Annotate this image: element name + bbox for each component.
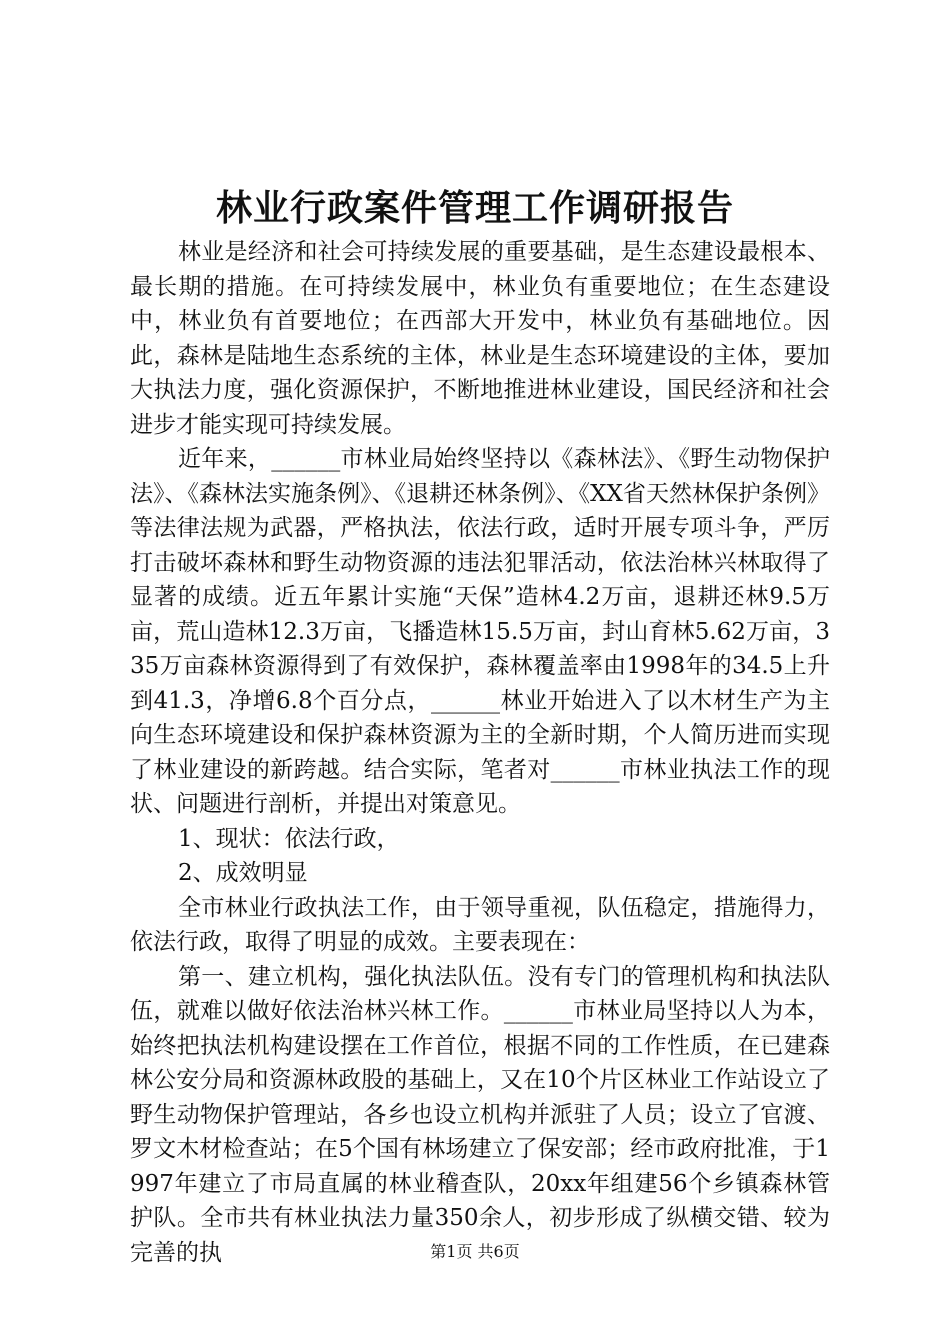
paragraph-first-point: 第一、建立机构，强化执法队伍。没有专门的管理机构和执法队伍，就难以做好依法治林兴林工作。______市林业局坚持以人为本，始终把执法机构建设摆在工作首位，根据不同的工作性质，在已建森林公安分局和资源林政股的基础上，又在10个片区林业工作站设立了野生动物保护管理站，各乡也设立机构并派驻了人员；设立了官渡、罗文木材检查站；在5个国有林场建立了保安部；经市政府批准，于1997年建立了市局直属的林业稽查队，20xx年组建56个乡镇森林管护队。全市共有林业执法力量350余人，初步形成了纵横交错、较为完善的执 <box>130 963 830 1266</box>
paragraph-intro: 林业是经济和社会可持续发展的重要基础，是生态建设最根本、最长期的措施。在可持续发展中，林业负有重要地位；在生态建设中，林业负有首要地位；在西部大开发中，林业负有基础地位。因此，森林是陆地生态系统的主体，林业是生态环境建设的主体，要加大执法力度，强化资源保护，不断地推进林业建设，国民经济和社会进步才能实现可持续发展。 <box>130 239 830 438</box>
document-title: 林业行政案件管理工作调研报告 <box>215 187 734 229</box>
paragraph-results-summary: 全市林业行政执法工作，由于领导重视，队伍稳定，措施得力，依法行政，取得了明显的成效。主要表现在： <box>130 894 830 955</box>
page-number-footer: 第1页 共6页 <box>430 1242 520 1261</box>
paragraph-recent-years: 近年来，______市林业局始终坚持以《森林法》、《野生动物保护法》、《森林法实施条例》、《退耕还林条例》、《XX省天然林保护条例》等法律法规为武器，严格执法，依法行政，适时开展专项斗争，严厉打击破坏森林和野生动物资源的违法犯罪活动，依法治林兴林取得了显著的成绩。近五年累计实施“天保”造林4.2万亩，退耕还林9.5万亩，荒山造林12.3万亩，飞播造林15.5万亩，封山育林5.62万亩，335万亩森林资源得到了有效保护，森林覆盖率由1998年的34.5上升到41.3，净增6.8个百分点，______林业开始进入了以木材生产为主向生态环境建设和保护森林资源为主的全新时期，个人简历进而实现了林业建设的新跨越。结合实际，笔者对______市林业执法工作的现状、问题进行剖析，并提出对策意见。 <box>130 446 830 817</box>
section-heading-status: 1、现状：依法行政， <box>178 825 400 852</box>
section-heading-results: 2、成效明显 <box>178 860 308 886</box>
document-body <box>130 235 830 1270</box>
